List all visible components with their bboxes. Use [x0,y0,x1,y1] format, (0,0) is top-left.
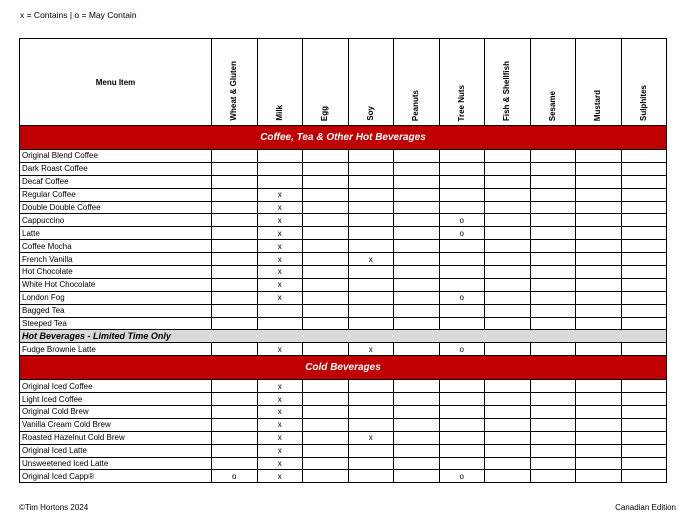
menu-item-name: Roasted Hazelnut Cold Brew [20,431,212,444]
table-row [20,240,667,253]
allergen-cell [576,214,622,227]
allergen-cell [303,214,349,227]
allergen-cell [348,457,394,470]
allergen-cell [530,431,576,444]
allergen-cell [621,253,667,266]
allergen-cell [530,343,576,356]
allergen-cell [212,201,258,214]
allergen-cell [212,214,258,227]
allergen-cell [303,162,349,175]
menu-item-name: Decaf Coffee [20,175,212,188]
allergen-cell [576,150,622,163]
section-header-row [20,126,667,150]
allergen-cell [348,291,394,304]
allergen-cell [530,150,576,163]
section-title: Cold Beverages [20,356,667,380]
allergen-cell: o [439,214,485,227]
allergen-cell [394,431,440,444]
allergen-cell [303,175,349,188]
allergen-cell [394,343,440,356]
allergen-cell: x [348,343,394,356]
allergen-cell [485,406,531,419]
allergen-cell [439,406,485,419]
allergen-cell [485,201,531,214]
allergen-cell [530,444,576,457]
allergen-cell [530,393,576,406]
allergen-cell [394,418,440,431]
allergen-cell: x [257,214,303,227]
allergen-cell [621,162,667,175]
allergen-cell [576,278,622,291]
allergen-cell [212,343,258,356]
table-row [20,150,667,163]
allergen-cell [394,240,440,253]
allergen-cell [303,278,349,291]
table-row [20,393,667,406]
allergen-cell [394,444,440,457]
allergen-cell [303,201,349,214]
allergen-cell: x [257,444,303,457]
allergen-cell [348,188,394,201]
allergen-cell [439,431,485,444]
allergen-cell: o [439,227,485,240]
allergen-cell [530,214,576,227]
allergen-cell: x [257,418,303,431]
allergen-cell [485,227,531,240]
allergen-cell [621,240,667,253]
allergen-cell [485,240,531,253]
allergen-cell [439,253,485,266]
allergen-cell [394,291,440,304]
table-row [20,253,667,266]
allergen-cell [212,406,258,419]
allergen-cell [303,444,349,457]
allergen-cell [348,175,394,188]
allergen-cell [439,175,485,188]
menu-item-name: Fudge Brownie Latte [20,343,212,356]
table-row [20,380,667,393]
allergen-header: Wheat & Gluten [212,39,258,126]
allergen-cell [303,188,349,201]
allergen-cell [348,278,394,291]
allergen-cell [439,240,485,253]
allergen-cell: x [257,240,303,253]
section-header-row [20,356,667,380]
allergen-cell [530,175,576,188]
allergen-header: Soy [348,39,394,126]
allergen-cell [439,278,485,291]
allergen-cell [485,343,531,356]
allergen-cell [348,227,394,240]
allergen-cell [576,253,622,266]
allergen-cell [621,150,667,163]
allergen-header: Egg [303,39,349,126]
menu-item-name: French Vanilla [20,253,212,266]
allergen-cell [348,406,394,419]
allergen-cell [212,393,258,406]
allergen-header: Tree Nuts [439,39,485,126]
allergen-cell [530,227,576,240]
allergen-cell [212,162,258,175]
allergen-cell [576,457,622,470]
allergen-cell [576,188,622,201]
edition-label: Canadian Edition [615,503,676,512]
allergen-cell [530,317,576,330]
allergen-cell [485,214,531,227]
menu-item-name: Vanilla Cream Cold Brew [20,418,212,431]
menu-item-name: Dark Roast Coffee [20,162,212,175]
table-row [20,291,667,304]
allergen-cell [485,188,531,201]
allergen-cell [576,406,622,419]
menu-item-header: Menu Item [20,39,212,126]
allergen-cell [348,162,394,175]
allergen-cell [576,431,622,444]
allergen-cell: o [212,470,258,483]
table-row [20,162,667,175]
allergen-cell [348,214,394,227]
allergen-cell [348,470,394,483]
allergen-cell [212,188,258,201]
menu-item-name: Original Iced Coffee [20,380,212,393]
allergen-cell [212,418,258,431]
allergen-cell [485,380,531,393]
menu-item-name: Steeped Tea [20,317,212,330]
table-row [20,444,667,457]
allergen-cell [576,380,622,393]
allergen-cell [439,457,485,470]
allergen-cell [576,227,622,240]
allergen-cell [439,188,485,201]
allergen-cell [212,240,258,253]
allergen-cell [303,150,349,163]
allergen-cell [348,266,394,279]
allergen-cell [530,201,576,214]
allergen-cell: x [257,266,303,279]
allergen-cell [303,317,349,330]
table-row [20,343,667,356]
menu-item-name: Hot Chocolate [20,266,212,279]
allergen-cell [530,470,576,483]
allergen-cell [394,470,440,483]
allergen-header: Mustard [576,39,622,126]
allergen-cell [348,317,394,330]
section-title: Coffee, Tea & Other Hot Beverages [20,126,667,150]
allergen-cell [621,175,667,188]
allergen-cell [348,418,394,431]
menu-item-name: Regular Coffee [20,188,212,201]
allergen-cell [576,317,622,330]
allergen-cell: o [439,291,485,304]
allergen-cell [394,253,440,266]
allergen-cell [439,418,485,431]
allergen-cell [621,188,667,201]
allergen-cell [394,227,440,240]
allergen-cell [212,317,258,330]
allergen-cell [394,175,440,188]
allergen-cell [394,304,440,317]
legend: x = Contains | o = May Contain [20,10,137,20]
allergen-cell: x [257,393,303,406]
allergen-cell [439,317,485,330]
allergen-cell [303,304,349,317]
allergen-cell [621,266,667,279]
allergen-cell [530,162,576,175]
allergen-cell [485,150,531,163]
allergen-cell [394,317,440,330]
allergen-cell: x [257,227,303,240]
allergen-cell [212,431,258,444]
allergen-cell [485,431,531,444]
allergen-cell [576,175,622,188]
allergen-cell [394,150,440,163]
table-row [20,278,667,291]
menu-item-name: Original Iced Latte [20,444,212,457]
allergen-cell [439,150,485,163]
allergen-cell [576,470,622,483]
allergen-cell [348,380,394,393]
table-row [20,406,667,419]
allergen-cell [439,162,485,175]
allergen-cell [303,240,349,253]
allergen-cell [394,393,440,406]
allergen-cell: x [257,188,303,201]
allergen-cell [530,266,576,279]
allergen-cell [348,393,394,406]
allergen-cell [257,175,303,188]
allergen-cell [303,291,349,304]
allergen-header: Sesame [530,39,576,126]
allergen-cell [576,266,622,279]
allergen-cell [485,470,531,483]
allergen-cell [303,470,349,483]
allergen-cell [621,418,667,431]
header-row [20,39,667,126]
allergen-cell [394,278,440,291]
allergen-cell [303,431,349,444]
allergen-cell [212,227,258,240]
menu-item-name: Cappuccino [20,214,212,227]
allergen-cell [530,457,576,470]
allergen-cell [485,278,531,291]
allergen-cell [485,253,531,266]
allergen-cell [530,253,576,266]
allergen-cell: x [348,253,394,266]
allergen-header: Sulphites [621,39,667,126]
copyright: ©Tim Hortons 2024 [19,503,89,512]
allergen-cell [439,304,485,317]
allergen-cell [621,470,667,483]
allergen-cell [621,393,667,406]
allergen-cell [257,162,303,175]
allergen-cell [303,393,349,406]
allergen-cell [576,343,622,356]
allergen-cell [621,457,667,470]
allergen-cell: x [257,278,303,291]
allergen-cell [257,304,303,317]
allergen-cell [303,253,349,266]
allergen-cell [439,444,485,457]
allergen-cell [530,380,576,393]
table-row [20,227,667,240]
allergen-cell [303,418,349,431]
table-row [20,188,667,201]
allergen-header: Fish & Shellfish [485,39,531,126]
allergen-cell [212,253,258,266]
allergen-cell [394,380,440,393]
allergen-cell [485,291,531,304]
allergen-cell [576,393,622,406]
allergen-cell [348,304,394,317]
allergen-cell [530,304,576,317]
table-row [20,266,667,279]
allergen-cell: x [257,201,303,214]
allergen-header: Milk [257,39,303,126]
allergen-cell [212,175,258,188]
allergen-cell [530,188,576,201]
allergen-cell: o [439,470,485,483]
allergen-cell [621,317,667,330]
allergen-cell [394,457,440,470]
allergen-cell [485,444,531,457]
allergen-cell: x [257,343,303,356]
allergen-cell [621,380,667,393]
allergen-cell [303,380,349,393]
allergen-cell [576,418,622,431]
allergen-cell [439,393,485,406]
allergen-cell [303,406,349,419]
allergen-cell: x [257,291,303,304]
allergen-cell [485,457,531,470]
allergen-header: Peanuts [394,39,440,126]
allergen-cell [621,406,667,419]
table-row [20,457,667,470]
allergen-cell: x [257,406,303,419]
allergen-cell [212,457,258,470]
allergen-cell [485,418,531,431]
allergen-cell [303,457,349,470]
menu-item-name: Light Iced Coffee [20,393,212,406]
table-row [20,304,667,317]
allergen-cell [576,201,622,214]
allergen-cell [348,444,394,457]
menu-item-name: Original Iced Capp® [20,470,212,483]
allergen-cell [576,304,622,317]
allergen-cell [576,240,622,253]
allergen-cell [212,150,258,163]
table-body [20,126,667,483]
allergen-cell [530,278,576,291]
allergen-cell: o [439,343,485,356]
allergen-cell [621,304,667,317]
allergen-cell [257,150,303,163]
allergen-cell: x [257,253,303,266]
allergen-cell [621,431,667,444]
allergen-cell [530,406,576,419]
menu-item-name: Unsweetened Iced Latte [20,457,212,470]
allergen-cell [485,393,531,406]
allergen-cell [348,150,394,163]
subsection-header-row [20,330,667,343]
table-row [20,418,667,431]
allergen-cell: x [257,380,303,393]
allergen-cell [212,291,258,304]
allergen-cell [621,444,667,457]
table-row [20,201,667,214]
allergen-cell [212,380,258,393]
allergen-cell [303,266,349,279]
allergen-cell [621,291,667,304]
allergen-cell [621,201,667,214]
allergen-cell: x [257,457,303,470]
allergen-cell [394,188,440,201]
allergen-cell [530,240,576,253]
menu-item-name: Original Blend Coffee [20,150,212,163]
allergen-cell [348,240,394,253]
allergen-cell [621,343,667,356]
allergen-cell [212,304,258,317]
allergen-cell [576,444,622,457]
allergen-cell [212,278,258,291]
allergen-cell [621,227,667,240]
allergen-cell [621,278,667,291]
allergen-cell [303,343,349,356]
allergen-cell [621,214,667,227]
allergen-cell [394,162,440,175]
table-row [20,470,667,483]
allergen-cell [576,162,622,175]
menu-item-name: Latte [20,227,212,240]
allergen-cell: x [257,431,303,444]
table-row [20,431,667,444]
table-row [20,214,667,227]
allergen-cell: x [257,470,303,483]
table-row [20,175,667,188]
allergen-cell [485,304,531,317]
allergen-cell [394,406,440,419]
menu-item-name: London Fog [20,291,212,304]
allergen-cell [485,175,531,188]
menu-item-name: Bagged Tea [20,304,212,317]
allergen-cell [485,317,531,330]
allergen-cell [439,380,485,393]
allergen-cell [576,291,622,304]
allergen-cell [212,266,258,279]
allergen-cell [212,444,258,457]
allergen-table [19,38,667,483]
menu-item-name: Original Cold Brew [20,406,212,419]
allergen-cell [530,291,576,304]
menu-item-name: White Hot Chocolate [20,278,212,291]
allergen-cell [394,266,440,279]
table-row [20,317,667,330]
allergen-cell [530,418,576,431]
subsection-title: Hot Beverages - Limited Time Only [20,330,667,343]
allergen-cell [439,266,485,279]
allergen-cell [485,266,531,279]
allergen-cell: x [348,431,394,444]
menu-item-name: Coffee Mocha [20,240,212,253]
allergen-cell [485,162,531,175]
allergen-cell [394,214,440,227]
allergen-cell [394,201,440,214]
allergen-cell [303,227,349,240]
allergen-cell [348,201,394,214]
allergen-cell [439,201,485,214]
allergen-cell [257,317,303,330]
menu-item-name: Double Double Coffee [20,201,212,214]
